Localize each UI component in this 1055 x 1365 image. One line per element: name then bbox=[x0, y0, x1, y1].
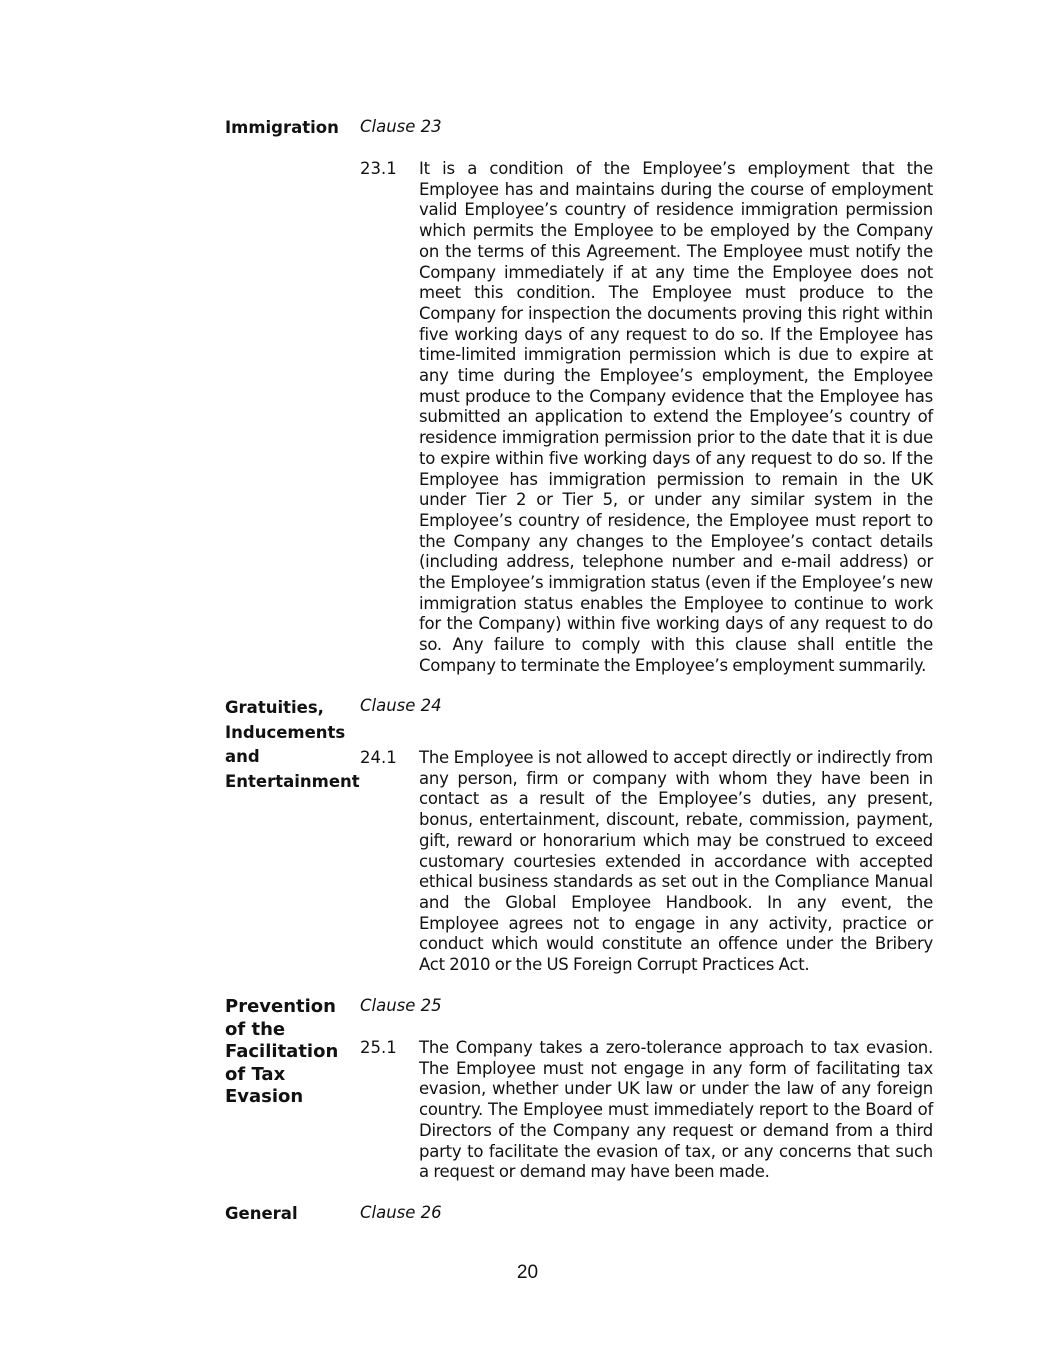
section-heading-general: General bbox=[225, 1204, 298, 1223]
section-heading-gratuities: Gratuities, Inducements and Entertainment bbox=[225, 698, 360, 791]
clause-number-23-1: 23.1 bbox=[360, 159, 397, 178]
clause-title-26: Clause 26 bbox=[360, 1203, 442, 1222]
clause-text-25-1: The Company takes a zero-tolerance approach to tax evasion. The Employee must not engage in any form of facilitating tax evasion, whether under UK law or under the law of any foreign country. The Employee must immediately report to the Board of Directors of the Company any request or demand from a third party to facilitate the evasion of tax, or any concerns that such a request or demand may have been made. bbox=[419, 1038, 933, 1182]
section-heading-immigration: Immigration bbox=[225, 118, 339, 137]
page-number: 20 bbox=[516, 1262, 539, 1283]
clause-number-25-1: 25.1 bbox=[360, 1038, 397, 1057]
clause-text-24-1: The Employee is not allowed to accept directly or indirectly from any person, firm or company with whom they have been in contact as a result of the Employee’s duties, any present, bonus, entertainment, discount, rebate, commission, payment, gift, reward or honorarium which may be construed to exceed customary courtesies extended in accordance with accepted ethical business standards as set out in the Compliance Manual and the Global Employee Handbook. In any event, the Employee agrees not to engage in any activity, practice or conduct which would constitute an offence under the Bribery Act 2010 or the US Foreign Corrupt Practices Act. bbox=[419, 748, 933, 975]
clause-number-24-1: 24.1 bbox=[360, 748, 397, 767]
clause-text-23-1: It is a condition of the Employee’s employment that the Employee has and maintains during the course of employment valid Employee’s country of residence immigration permission which permits the Employee to be employed by the Company on the terms of this Agreement. The Employee must notify the Company immediately if at any time the Employee does not meet this condition. The Employee must produce to the Company for inspection the documents proving this right within five working days of any request to do so. If the Employee has time-limited immigration permission which is due to expire at any time during the Employee’s employment, the Employee must produce to the Company evidence that the Employee has submitted an application to extend the Employee’s country of residence immigration permission prior to the date that it is due to expire within five working days of any request to do so. If the Employee has immigration permission to remain in the UK under Tier 2 or Tier 5, or under any similar system in the Employee’s country of residence, the Employee must report to the Company any changes to the Employee’s contact details (including address, telephone number and e-mail address) or the Employee’s immigration status (even if the Employee’s new immigration status enables the Employee to continue to work for the Company) within five working days of any request to do so. Any failure to comply with this clause shall entitle the Company to terminate the Employee’s employment summarily. bbox=[419, 159, 933, 675]
clause-title-24: Clause 24 bbox=[360, 696, 442, 715]
section-heading-tax-evasion: Prevention of the Facilitation of Tax Evasion bbox=[225, 996, 339, 1107]
clause-title-25: Clause 25 bbox=[360, 996, 442, 1015]
clause-title-23: Clause 23 bbox=[360, 117, 442, 136]
